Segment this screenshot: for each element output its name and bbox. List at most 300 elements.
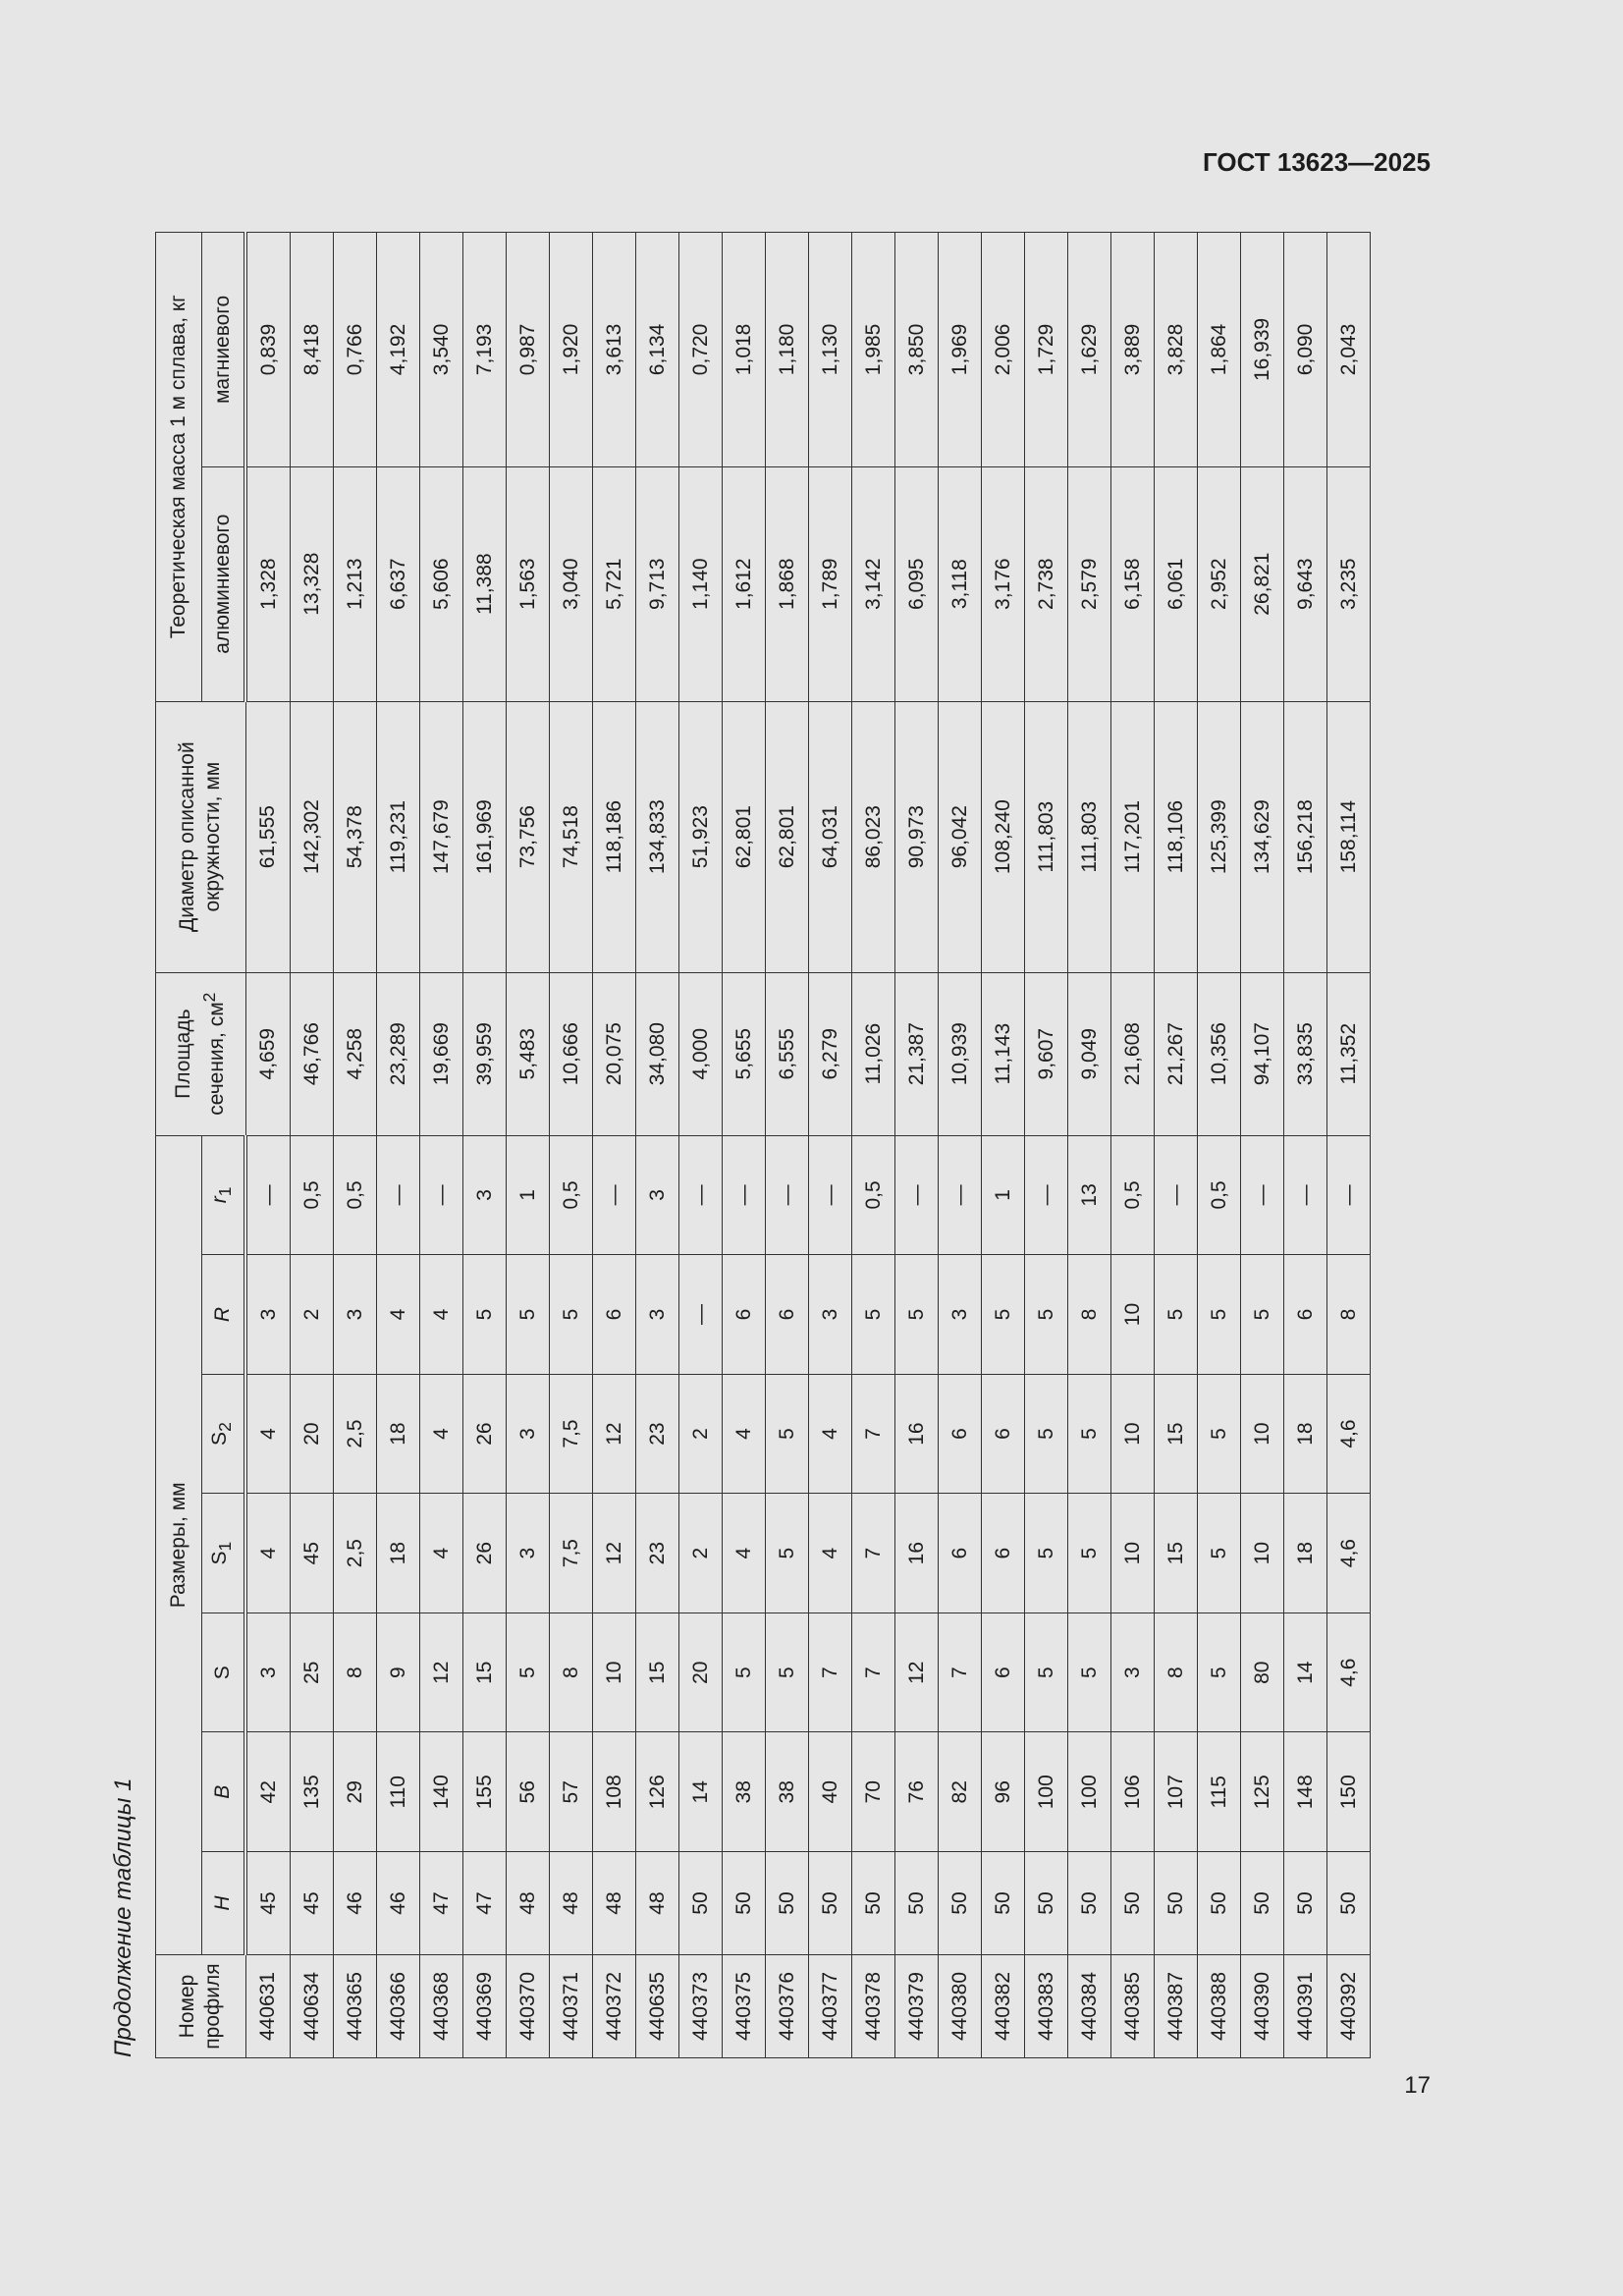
table-row bbox=[334, 233, 377, 2058]
cell-no: 440377 bbox=[809, 1955, 852, 2058]
table-row bbox=[982, 233, 1025, 2058]
cell-S: 5 bbox=[766, 1613, 809, 1732]
cell-B: 115 bbox=[1198, 1732, 1241, 1852]
cell-no: 440373 bbox=[679, 1955, 723, 2058]
cell-S: 12 bbox=[895, 1613, 939, 1732]
cell-area: 10,666 bbox=[550, 972, 593, 1135]
cell-diam: 108,240 bbox=[982, 701, 1025, 972]
cell-S2: 7,5 bbox=[550, 1374, 593, 1494]
cell-H: 50 bbox=[1025, 1852, 1068, 1955]
cell-diam: 96,042 bbox=[939, 701, 982, 972]
cell-H: 45 bbox=[291, 1852, 334, 1955]
cell-no: 440371 bbox=[550, 1955, 593, 2058]
cell-r1: — bbox=[377, 1135, 420, 1255]
cell-R: 5 bbox=[507, 1255, 550, 1375]
cell-R: 6 bbox=[1284, 1255, 1327, 1375]
cell-diam: 61,555 bbox=[245, 701, 291, 972]
cell-H: 47 bbox=[463, 1852, 507, 1955]
cell-no: 440380 bbox=[939, 1955, 982, 2058]
cell-B: 150 bbox=[1327, 1732, 1371, 1852]
cell-area: 39,959 bbox=[463, 972, 507, 1135]
header-R: R bbox=[202, 1255, 246, 1375]
cell-mg: 4,192 bbox=[377, 233, 420, 467]
header-H: H bbox=[202, 1852, 246, 1955]
header-mass: Теоретическая масса 1 м сплава, кг bbox=[156, 233, 202, 702]
cell-mg: 0,766 bbox=[334, 233, 377, 467]
cell-no: 440388 bbox=[1198, 1955, 1241, 2058]
cell-S1: 23 bbox=[636, 1494, 679, 1613]
cell-H: 50 bbox=[679, 1852, 723, 1955]
cell-mg: 0,839 bbox=[245, 233, 291, 467]
cell-S1: 5 bbox=[1068, 1494, 1111, 1613]
header-r1: $r_1$ bbox=[202, 1135, 246, 1255]
cell-r1: — bbox=[809, 1135, 852, 1255]
cell-r1: 3 bbox=[636, 1135, 679, 1255]
cell-B: 110 bbox=[377, 1732, 420, 1852]
cell-H: 50 bbox=[852, 1852, 895, 1955]
cell-S2: 15 bbox=[1155, 1374, 1198, 1494]
cell-H: 47 bbox=[420, 1852, 463, 1955]
cell-S2: 4 bbox=[723, 1374, 766, 1494]
cell-S: 80 bbox=[1241, 1613, 1284, 1732]
cell-S2: 4 bbox=[245, 1374, 291, 1494]
header-magnesium: магниевого bbox=[202, 233, 246, 467]
cell-H: 50 bbox=[723, 1852, 766, 1955]
cell-al: 1,213 bbox=[334, 466, 377, 701]
table-row bbox=[377, 233, 420, 2058]
cell-no: 440382 bbox=[982, 1955, 1025, 2058]
cell-S: 8 bbox=[550, 1613, 593, 1732]
table-row bbox=[636, 233, 679, 2058]
cell-no: 440390 bbox=[1241, 1955, 1284, 2058]
cell-r1: — bbox=[245, 1135, 291, 1255]
cell-mg: 3,540 bbox=[420, 233, 463, 467]
cell-diam: 161,969 bbox=[463, 701, 507, 972]
cell-S: 7 bbox=[852, 1613, 895, 1732]
header-S1: $S_1$ bbox=[202, 1494, 246, 1613]
cell-mg: 1,920 bbox=[550, 233, 593, 467]
cell-B: 106 bbox=[1111, 1732, 1155, 1852]
cell-area: 9,607 bbox=[1025, 972, 1068, 1135]
cell-no: 440369 bbox=[463, 1955, 507, 2058]
cell-area: 21,387 bbox=[895, 972, 939, 1135]
cell-area: 5,655 bbox=[723, 972, 766, 1135]
cell-al: 5,606 bbox=[420, 466, 463, 701]
cell-B: 148 bbox=[1284, 1732, 1327, 1852]
cell-al: 11,388 bbox=[463, 466, 507, 701]
cell-r1: — bbox=[1241, 1135, 1284, 1255]
cell-area: 21,608 bbox=[1111, 972, 1155, 1135]
cell-mg: 8,418 bbox=[291, 233, 334, 467]
cell-S: 4,6 bbox=[1327, 1613, 1371, 1732]
cell-S1: 5 bbox=[1025, 1494, 1068, 1613]
cell-R: 4 bbox=[420, 1255, 463, 1375]
cell-S: 25 bbox=[291, 1613, 334, 1732]
cell-S: 10 bbox=[593, 1613, 636, 1732]
cell-r1: — bbox=[679, 1135, 723, 1255]
cell-R: 3 bbox=[245, 1255, 291, 1375]
cell-S2: 3 bbox=[507, 1374, 550, 1494]
cell-al: 3,176 bbox=[982, 466, 1025, 701]
cell-al: 13,328 bbox=[291, 466, 334, 701]
cell-B: 100 bbox=[1025, 1732, 1068, 1852]
cell-diam: 90,973 bbox=[895, 701, 939, 972]
cell-diam: 147,679 bbox=[420, 701, 463, 972]
cell-no: 440378 bbox=[852, 1955, 895, 2058]
table-row bbox=[1198, 233, 1241, 2058]
cell-B: 125 bbox=[1241, 1732, 1284, 1852]
cell-no: 440370 bbox=[507, 1955, 550, 2058]
cell-no: 440391 bbox=[1284, 1955, 1327, 2058]
cell-S2: 4 bbox=[809, 1374, 852, 1494]
table-row bbox=[463, 233, 507, 2058]
header-S: S bbox=[202, 1613, 246, 1732]
cell-mg: 1,018 bbox=[723, 233, 766, 467]
cell-al: 6,095 bbox=[895, 466, 939, 701]
cell-r1: — bbox=[895, 1135, 939, 1255]
cell-al: 6,061 bbox=[1155, 466, 1198, 701]
cell-S1: 18 bbox=[1284, 1494, 1327, 1613]
cell-mg: 0,987 bbox=[507, 233, 550, 467]
cell-area: 20,075 bbox=[593, 972, 636, 1135]
cell-area: 11,026 bbox=[852, 972, 895, 1135]
cell-al: 3,040 bbox=[550, 466, 593, 701]
cell-S1: 7 bbox=[852, 1494, 895, 1613]
table-row bbox=[1241, 233, 1284, 2058]
cell-R: 8 bbox=[1327, 1255, 1371, 1375]
cell-r1: — bbox=[1284, 1135, 1327, 1255]
cell-mg: 1,629 bbox=[1068, 233, 1111, 467]
table-row bbox=[1155, 233, 1198, 2058]
cell-B: 126 bbox=[636, 1732, 679, 1852]
cell-mg: 0,720 bbox=[679, 233, 723, 467]
cell-diam: 62,801 bbox=[723, 701, 766, 972]
cell-mg: 1,130 bbox=[809, 233, 852, 467]
cell-al: 6,637 bbox=[377, 466, 420, 701]
cell-S1: 10 bbox=[1241, 1494, 1284, 1613]
cell-al: 3,235 bbox=[1327, 466, 1371, 701]
cell-diam: 118,186 bbox=[593, 701, 636, 972]
cell-S1: 4 bbox=[809, 1494, 852, 1613]
cell-B: 70 bbox=[852, 1732, 895, 1852]
table-row bbox=[766, 233, 809, 2058]
cell-mg: 2,006 bbox=[982, 233, 1025, 467]
cell-mg: 3,850 bbox=[895, 233, 939, 467]
cell-S2: 23 bbox=[636, 1374, 679, 1494]
cell-B: 82 bbox=[939, 1732, 982, 1852]
cell-S2: 10 bbox=[1111, 1374, 1155, 1494]
cell-S2: 10 bbox=[1241, 1374, 1284, 1494]
cell-R: 5 bbox=[463, 1255, 507, 1375]
cell-R: 2 bbox=[291, 1255, 334, 1375]
cell-H: 50 bbox=[1198, 1852, 1241, 1955]
header-dimensions: Размеры, мм bbox=[156, 1135, 202, 1954]
table-row bbox=[895, 233, 939, 2058]
cell-S2: 26 bbox=[463, 1374, 507, 1494]
cell-area: 4,000 bbox=[679, 972, 723, 1135]
cell-H: 46 bbox=[334, 1852, 377, 1955]
cell-B: 135 bbox=[291, 1732, 334, 1852]
table-row bbox=[1025, 233, 1068, 2058]
cell-B: 56 bbox=[507, 1732, 550, 1852]
cell-diam: 158,114 bbox=[1327, 701, 1371, 972]
cell-al: 1,563 bbox=[507, 466, 550, 701]
cell-B: 108 bbox=[593, 1732, 636, 1852]
cell-H: 50 bbox=[1284, 1852, 1327, 1955]
cell-no: 440372 bbox=[593, 1955, 636, 2058]
rotated-table-container bbox=[155, 232, 1422, 2058]
cell-S: 3 bbox=[245, 1613, 291, 1732]
cell-S1: 16 bbox=[895, 1494, 939, 1613]
cell-r1: — bbox=[1025, 1135, 1068, 1255]
cell-area: 4,659 bbox=[245, 972, 291, 1135]
cell-B: 29 bbox=[334, 1732, 377, 1852]
cell-area: 11,352 bbox=[1327, 972, 1371, 1135]
cell-al: 6,158 bbox=[1111, 466, 1155, 701]
cell-S2: 5 bbox=[1198, 1374, 1241, 1494]
table-row bbox=[852, 233, 895, 2058]
cell-S: 7 bbox=[809, 1613, 852, 1732]
cell-r1: 0,5 bbox=[1198, 1135, 1241, 1255]
cell-R: 5 bbox=[895, 1255, 939, 1375]
table-row bbox=[507, 233, 550, 2058]
cell-no: 440376 bbox=[766, 1955, 809, 2058]
cell-S2: 2,5 bbox=[334, 1374, 377, 1494]
cell-S2: 5 bbox=[1068, 1374, 1111, 1494]
cell-R: 10 bbox=[1111, 1255, 1155, 1375]
header-profile-number: Номер профиля bbox=[156, 1955, 246, 2058]
cell-S2: 18 bbox=[377, 1374, 420, 1494]
header-S2: $S_2$ bbox=[202, 1374, 246, 1494]
cell-H: 50 bbox=[982, 1852, 1025, 1955]
cell-S2: 12 bbox=[593, 1374, 636, 1494]
cell-S1: 45 bbox=[291, 1494, 334, 1613]
cell-area: 34,080 bbox=[636, 972, 679, 1135]
cell-H: 50 bbox=[809, 1852, 852, 1955]
cell-S2: 6 bbox=[939, 1374, 982, 1494]
cell-S: 15 bbox=[463, 1613, 507, 1732]
cell-al: 1,328 bbox=[245, 466, 291, 701]
cell-H: 50 bbox=[1068, 1852, 1111, 1955]
cell-S1: 5 bbox=[766, 1494, 809, 1613]
cell-no: 440379 bbox=[895, 1955, 939, 2058]
cell-S: 15 bbox=[636, 1613, 679, 1732]
cell-R: 6 bbox=[766, 1255, 809, 1375]
cell-S: 5 bbox=[1068, 1613, 1111, 1732]
cell-r1: 0,5 bbox=[1111, 1135, 1155, 1255]
cell-no: 440387 bbox=[1155, 1955, 1198, 2058]
cell-r1: — bbox=[723, 1135, 766, 1255]
cell-area: 6,555 bbox=[766, 972, 809, 1135]
cell-B: 140 bbox=[420, 1732, 463, 1852]
cell-S1: 26 bbox=[463, 1494, 507, 1613]
cell-R: 5 bbox=[852, 1255, 895, 1375]
cell-S: 20 bbox=[679, 1613, 723, 1732]
cell-area: 5,483 bbox=[507, 972, 550, 1135]
cell-area: 4,258 bbox=[334, 972, 377, 1135]
cell-S1: 7,5 bbox=[550, 1494, 593, 1613]
cell-S1: 6 bbox=[939, 1494, 982, 1613]
cell-diam: 134,629 bbox=[1241, 701, 1284, 972]
table-row bbox=[679, 233, 723, 2058]
cell-S: 8 bbox=[334, 1613, 377, 1732]
cell-no: 440634 bbox=[291, 1955, 334, 2058]
cell-S2: 2 bbox=[679, 1374, 723, 1494]
cell-diam: 117,201 bbox=[1111, 701, 1155, 972]
cell-S2: 18 bbox=[1284, 1374, 1327, 1494]
cell-S1: 4 bbox=[245, 1494, 291, 1613]
cell-S2: 16 bbox=[895, 1374, 939, 1494]
cell-al: 3,142 bbox=[852, 466, 895, 701]
page-number: 17 bbox=[1404, 2072, 1431, 2099]
cell-H: 50 bbox=[766, 1852, 809, 1955]
cell-S: 14 bbox=[1284, 1613, 1327, 1732]
cell-diam: 111,803 bbox=[1025, 701, 1068, 972]
cell-r1: — bbox=[420, 1135, 463, 1255]
cell-R: 5 bbox=[550, 1255, 593, 1375]
cell-diam: 64,031 bbox=[809, 701, 852, 972]
standard-designation: ГОСТ 13623—2025 bbox=[1203, 147, 1431, 177]
table-caption: Продолжение таблицы 1 bbox=[110, 1777, 136, 2057]
cell-B: 14 bbox=[679, 1732, 723, 1852]
table-row bbox=[1284, 233, 1327, 2058]
cell-S2: 4,6 bbox=[1327, 1374, 1371, 1494]
cell-mg: 1,180 bbox=[766, 233, 809, 467]
cell-diam: 86,023 bbox=[852, 701, 895, 972]
cell-al: 1,140 bbox=[679, 466, 723, 701]
cell-S1: 15 bbox=[1155, 1494, 1198, 1613]
cell-mg: 3,889 bbox=[1111, 233, 1155, 467]
cell-S2: 6 bbox=[982, 1374, 1025, 1494]
cell-S2: 7 bbox=[852, 1374, 895, 1494]
cell-r1: — bbox=[939, 1135, 982, 1255]
cell-r1: — bbox=[766, 1135, 809, 1255]
cell-S2: 20 bbox=[291, 1374, 334, 1494]
cell-R: 3 bbox=[809, 1255, 852, 1375]
cell-no: 440383 bbox=[1025, 1955, 1068, 2058]
cell-no: 440385 bbox=[1111, 1955, 1155, 2058]
cell-H: 50 bbox=[895, 1852, 939, 1955]
cell-al: 3,118 bbox=[939, 466, 982, 701]
cell-mg: 3,828 bbox=[1155, 233, 1198, 467]
cell-S1: 4 bbox=[420, 1494, 463, 1613]
cell-area: 11,143 bbox=[982, 972, 1025, 1135]
cell-B: 107 bbox=[1155, 1732, 1198, 1852]
cell-al: 2,738 bbox=[1025, 466, 1068, 701]
cell-no: 440631 bbox=[245, 1955, 291, 2058]
table-row bbox=[809, 233, 852, 2058]
cell-B: 40 bbox=[809, 1732, 852, 1852]
cell-R: 5 bbox=[1241, 1255, 1284, 1375]
table-row bbox=[291, 233, 334, 2058]
cell-mg: 6,090 bbox=[1284, 233, 1327, 467]
cell-S: 9 bbox=[377, 1613, 420, 1732]
table-row bbox=[420, 233, 463, 2058]
cell-no: 440375 bbox=[723, 1955, 766, 2058]
cell-mg: 3,613 bbox=[593, 233, 636, 467]
cell-B: 42 bbox=[245, 1732, 291, 1852]
cell-S1: 18 bbox=[377, 1494, 420, 1613]
cell-no: 440635 bbox=[636, 1955, 679, 2058]
cell-B: 155 bbox=[463, 1732, 507, 1852]
cell-r1: 3 bbox=[463, 1135, 507, 1255]
cell-S1: 3 bbox=[507, 1494, 550, 1613]
cell-mg: 1,729 bbox=[1025, 233, 1068, 467]
cell-al: 2,579 bbox=[1068, 466, 1111, 701]
cell-al: 5,721 bbox=[593, 466, 636, 701]
cell-R: 5 bbox=[1155, 1255, 1198, 1375]
cell-mg: 6,134 bbox=[636, 233, 679, 467]
cell-al: 26,821 bbox=[1241, 466, 1284, 701]
cell-H: 48 bbox=[593, 1852, 636, 1955]
cell-H: 50 bbox=[939, 1852, 982, 1955]
cell-r1: — bbox=[1155, 1135, 1198, 1255]
table-body bbox=[245, 233, 1371, 2058]
table-row bbox=[245, 233, 291, 2058]
cell-area: 9,049 bbox=[1068, 972, 1111, 1135]
cell-diam: 134,833 bbox=[636, 701, 679, 972]
cell-mg: 1,969 bbox=[939, 233, 982, 467]
cell-area: 46,766 bbox=[291, 972, 334, 1135]
cell-mg: 7,193 bbox=[463, 233, 507, 467]
cell-r1: 0,5 bbox=[852, 1135, 895, 1255]
cell-S: 7 bbox=[939, 1613, 982, 1732]
cell-no: 440384 bbox=[1068, 1955, 1111, 2058]
cell-S2: 5 bbox=[766, 1374, 809, 1494]
cell-diam: 111,803 bbox=[1068, 701, 1111, 972]
cell-no: 440392 bbox=[1327, 1955, 1371, 2058]
cell-no: 440365 bbox=[334, 1955, 377, 2058]
cell-diam: 125,399 bbox=[1198, 701, 1241, 972]
cell-R: 3 bbox=[939, 1255, 982, 1375]
cell-al: 9,713 bbox=[636, 466, 679, 701]
table-row bbox=[723, 233, 766, 2058]
cell-H: 50 bbox=[1327, 1852, 1371, 1955]
cell-R: 3 bbox=[334, 1255, 377, 1375]
table-row bbox=[939, 233, 982, 2058]
cell-area: 21,267 bbox=[1155, 972, 1198, 1135]
cell-diam: 74,518 bbox=[550, 701, 593, 972]
cell-al: 1,612 bbox=[723, 466, 766, 701]
cell-mg: 16,939 bbox=[1241, 233, 1284, 467]
cell-r1: 13 bbox=[1068, 1135, 1111, 1255]
cell-area: 23,289 bbox=[377, 972, 420, 1135]
header-B: B bbox=[202, 1732, 246, 1852]
cell-r1: 0,5 bbox=[550, 1135, 593, 1255]
cell-R: 4 bbox=[377, 1255, 420, 1375]
profile-table bbox=[155, 232, 1371, 2058]
cell-al: 1,789 bbox=[809, 466, 852, 701]
cell-S1: 4 bbox=[723, 1494, 766, 1613]
table-row bbox=[1327, 233, 1371, 2058]
cell-r1: — bbox=[1327, 1135, 1371, 1255]
cell-diam: 54,378 bbox=[334, 701, 377, 972]
cell-S1: 6 bbox=[982, 1494, 1025, 1613]
cell-S: 5 bbox=[1025, 1613, 1068, 1732]
cell-S1: 2 bbox=[679, 1494, 723, 1613]
cell-diam: 142,302 bbox=[291, 701, 334, 972]
cell-R: — bbox=[679, 1255, 723, 1375]
cell-area: 6,279 bbox=[809, 972, 852, 1135]
cell-S: 8 bbox=[1155, 1613, 1198, 1732]
cell-al: 9,643 bbox=[1284, 466, 1327, 701]
cell-H: 48 bbox=[636, 1852, 679, 1955]
cell-area: 19,669 bbox=[420, 972, 463, 1135]
cell-B: 76 bbox=[895, 1732, 939, 1852]
cell-S: 5 bbox=[507, 1613, 550, 1732]
cell-diam: 73,756 bbox=[507, 701, 550, 972]
cell-S: 5 bbox=[1198, 1613, 1241, 1732]
